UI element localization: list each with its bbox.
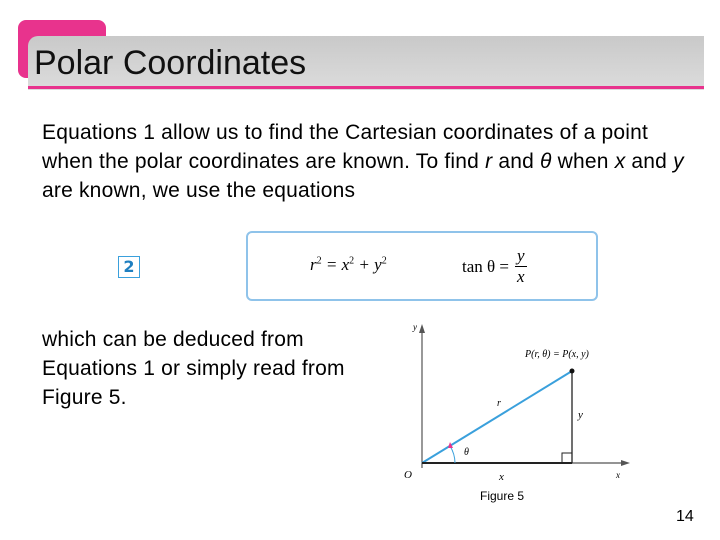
eq-x: = x xyxy=(321,255,350,274)
text-run: when xyxy=(551,150,615,173)
figure-caption: Figure 5 xyxy=(480,489,525,503)
var-r: r xyxy=(485,150,493,173)
fraction-numerator: y xyxy=(517,246,525,265)
y-axis-label: y xyxy=(413,322,417,332)
title-underline xyxy=(28,86,704,89)
x-axis-label: x xyxy=(616,470,620,480)
theta-label: θ xyxy=(464,447,469,458)
radius-label: r xyxy=(497,398,501,409)
slide-title: Polar Coordinates xyxy=(34,44,307,82)
x-side-label: x xyxy=(499,471,504,483)
exp-2: 2 xyxy=(381,255,387,267)
text-run: and xyxy=(625,150,674,173)
var-theta: θ xyxy=(540,150,552,173)
equation-r-squared xyxy=(310,255,387,275)
exp-2: 2 xyxy=(349,255,355,267)
y-axis-arrow-icon xyxy=(419,324,425,333)
fraction-denominator: x xyxy=(517,267,525,286)
point-p xyxy=(570,369,575,374)
origin-label: O xyxy=(404,469,412,481)
eq-tan-lhs: tan θ = xyxy=(462,256,509,276)
text-run: are known, we use the equations xyxy=(42,179,356,202)
right-angle-marker xyxy=(562,453,572,463)
radius-line xyxy=(422,371,572,463)
y-side-label: y xyxy=(578,409,583,421)
theta-arc xyxy=(450,446,455,463)
text-run: and xyxy=(492,150,541,173)
var-y: y xyxy=(673,150,684,173)
eq-y: + y xyxy=(354,255,382,274)
figure-5-diagram xyxy=(392,318,642,488)
equation-number: 2 xyxy=(118,256,140,278)
exp-2: 2 xyxy=(316,255,322,267)
text-run: Equations 1 allow us to find the Cartesian coordinates of a point when the polar coordinates are known. To find xyxy=(42,121,649,173)
equation-tan-theta xyxy=(462,246,527,287)
page-number: 14 xyxy=(676,508,694,525)
equation-box xyxy=(246,231,598,301)
var-x: x xyxy=(614,150,626,173)
paragraph-deduced: which can be deduced from Equations 1 or simply read from Figure 5. xyxy=(42,328,345,409)
eq-r: r xyxy=(310,255,317,274)
point-label: P(r, θ) = P(x, y) xyxy=(525,349,589,360)
fraction-y-over-x xyxy=(515,246,527,287)
paragraph-intro xyxy=(42,118,692,205)
x-axis-arrow-icon xyxy=(621,460,630,466)
